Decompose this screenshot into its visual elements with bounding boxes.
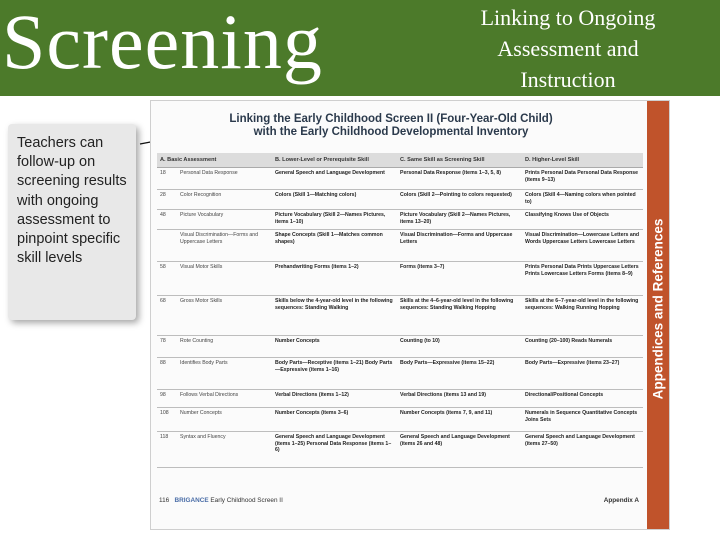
cell-skill-number: 108 xyxy=(157,408,177,432)
cell-same-skill: Skills at the 4–6-year-old level in the following sequences: Standing Walking Hopping xyxy=(397,296,522,336)
slide-title: Screening xyxy=(2,0,323,85)
table-row xyxy=(157,296,643,336)
cell-lower-level-skill: Number Concepts (items 3–6) xyxy=(272,408,397,432)
table-row xyxy=(157,190,643,210)
cell-same-skill: Colors (Skill 2—Pointing to colors requested) xyxy=(397,190,522,210)
note-callout: Teachers can follow-up on screening results with ongoing assessment to pinpoint specific skill levels xyxy=(8,124,136,320)
table-row xyxy=(157,408,643,432)
cell-basic-assessment: Color Recognition xyxy=(177,190,272,210)
cell-lower-level-skill: Skills below the 4-year-old level in the following sequences: Standing Walking xyxy=(272,296,397,336)
cell-same-skill: Forms (items 3–7) xyxy=(397,262,522,296)
cell-skill-number: 48 xyxy=(157,210,177,230)
cell-skill-number: 28 xyxy=(157,190,177,210)
cell-same-skill: Visual Discrimination—Forms and Uppercase Letters xyxy=(397,230,522,262)
cell-basic-assessment: Visual Motor Skills xyxy=(177,262,272,296)
cell-same-skill: Body Parts—Expressive (items 15–22) xyxy=(397,358,522,390)
column-header-d: D. Higher-Level Skill xyxy=(522,153,643,168)
cell-basic-assessment: Personal Data Response xyxy=(177,168,272,190)
cell-lower-level-skill: General Speech and Language Development xyxy=(272,168,397,190)
table-row xyxy=(157,432,643,468)
cell-skill-number: 58 xyxy=(157,262,177,296)
subtitle-line-3: Instruction xyxy=(520,66,616,92)
linking-table xyxy=(157,153,643,468)
table-row xyxy=(157,358,643,390)
cell-skill-number: 88 xyxy=(157,358,177,390)
cell-basic-assessment: Gross Motor Skills xyxy=(177,296,272,336)
cell-basic-assessment: Number Concepts xyxy=(177,408,272,432)
footer-brand: BRIGANCE xyxy=(174,497,209,504)
cell-basic-assessment: Picture Vocabulary xyxy=(177,210,272,230)
column-header-c: C. Same Skill as Screening Skill xyxy=(397,153,522,168)
cell-higher-level-skill: Skills at the 6–7-year-old level in the following sequences: Walking Running Hopping xyxy=(522,296,643,336)
footer-title: Early Childhood Screen II xyxy=(210,497,283,504)
cell-basic-assessment: Syntax and Fluency xyxy=(177,432,272,468)
table-row xyxy=(157,168,643,190)
table-header-row xyxy=(157,153,643,168)
column-header-b: B. Lower-Level or Prerequisite Skill xyxy=(272,153,397,168)
cell-same-skill: General Speech and Language Development (items 26 and 48) xyxy=(397,432,522,468)
document-title-line-1: Linking the Early Childhood Screen II (Four-Year-Old Child) xyxy=(229,113,553,125)
table-row xyxy=(157,336,643,358)
cell-lower-level-skill: Body Parts—Receptive (items 1–21) Body Parts—Expressive (items 1–16) xyxy=(272,358,397,390)
cell-skill-number: 18 xyxy=(157,168,177,190)
cell-lower-level-skill: Shape Concepts (Skill 1—Matches common shapes) xyxy=(272,230,397,262)
cell-same-skill: Number Concepts (items 7, 9, and 11) xyxy=(397,408,522,432)
cell-skill-number: 98 xyxy=(157,390,177,408)
cell-lower-level-skill: General Speech and Language Development (items 1–25) Personal Data Response (items 1–6) xyxy=(272,432,397,468)
cell-basic-assessment: Rote Counting xyxy=(177,336,272,358)
column-header-a: A. Basic Assessment xyxy=(157,153,272,168)
cell-higher-level-skill: Directional/Positional Concepts xyxy=(522,390,643,408)
cell-basic-assessment: Identifies Body Parts xyxy=(177,358,272,390)
cell-lower-level-skill: Picture Vocabulary (Skill 2—Names Pictures, items 1–10) xyxy=(272,210,397,230)
table-body xyxy=(157,168,643,468)
cell-lower-level-skill: Colors (Skill 1—Matching colors) xyxy=(272,190,397,210)
document-footer-left xyxy=(159,497,283,504)
cell-higher-level-skill: Counting (20–100) Reads Numerals xyxy=(522,336,643,358)
cell-skill-number xyxy=(157,230,177,262)
cell-lower-level-skill: Verbal Directions (items 1–12) xyxy=(272,390,397,408)
cell-higher-level-skill: General Speech and Language Development (items 27–50) xyxy=(522,432,643,468)
cell-same-skill: Picture Vocabulary (Skill 2—Names Pictures, items 13–20) xyxy=(397,210,522,230)
cell-basic-assessment: Visual Discrimination—Forms and Uppercase Letters xyxy=(177,230,272,262)
table-row xyxy=(157,210,643,230)
side-tab xyxy=(647,101,669,529)
cell-higher-level-skill: Visual Discrimination—Lowercase Letters and Words Uppercase Letters Lowercase Letters xyxy=(522,230,643,262)
document-title xyxy=(151,113,631,139)
cell-higher-level-skill: Classifying Knows Use of Objects xyxy=(522,210,643,230)
cell-lower-level-skill: Number Concepts xyxy=(272,336,397,358)
cell-higher-level-skill: Prints Personal Data Prints Uppercase Letters Prints Lowercase Letters Forms (items 8–9) xyxy=(522,262,643,296)
cell-higher-level-skill: Body Parts—Expressive (items 23–27) xyxy=(522,358,643,390)
table-row xyxy=(157,230,643,262)
cell-higher-level-skill: Numerals in Sequence Quantitative Concepts Joins Sets xyxy=(522,408,643,432)
side-tab-label: Appendices and References xyxy=(650,218,666,400)
footer-page-number: 116 xyxy=(159,497,170,504)
cell-higher-level-skill: Prints Personal Data Personal Data Response (items 9–13) xyxy=(522,168,643,190)
subtitle-line-1: Linking to Ongoing xyxy=(480,4,656,30)
table-row xyxy=(157,262,643,296)
document-footer-right: Appendix A xyxy=(603,497,639,504)
subtitle-line-2: Assessment and xyxy=(497,35,639,61)
document-title-line-2: with the Early Childhood Developmental Inventory xyxy=(253,126,529,138)
cell-higher-level-skill: Colors (Skill 4—Naming colors when pointed to) xyxy=(522,190,643,210)
cell-lower-level-skill: Prehandwriting Forms (items 1–2) xyxy=(272,262,397,296)
cell-basic-assessment: Follows Verbal Directions xyxy=(177,390,272,408)
cell-same-skill: Personal Data Response (items 1–3, 5, 8) xyxy=(397,168,522,190)
document-page-image xyxy=(150,100,670,530)
cell-same-skill: Counting (to 10) xyxy=(397,336,522,358)
cell-skill-number: 78 xyxy=(157,336,177,358)
table-row xyxy=(157,390,643,408)
cell-skill-number: 118 xyxy=(157,432,177,468)
cell-same-skill: Verbal Directions (items 13 and 19) xyxy=(397,390,522,408)
cell-skill-number: 68 xyxy=(157,296,177,336)
